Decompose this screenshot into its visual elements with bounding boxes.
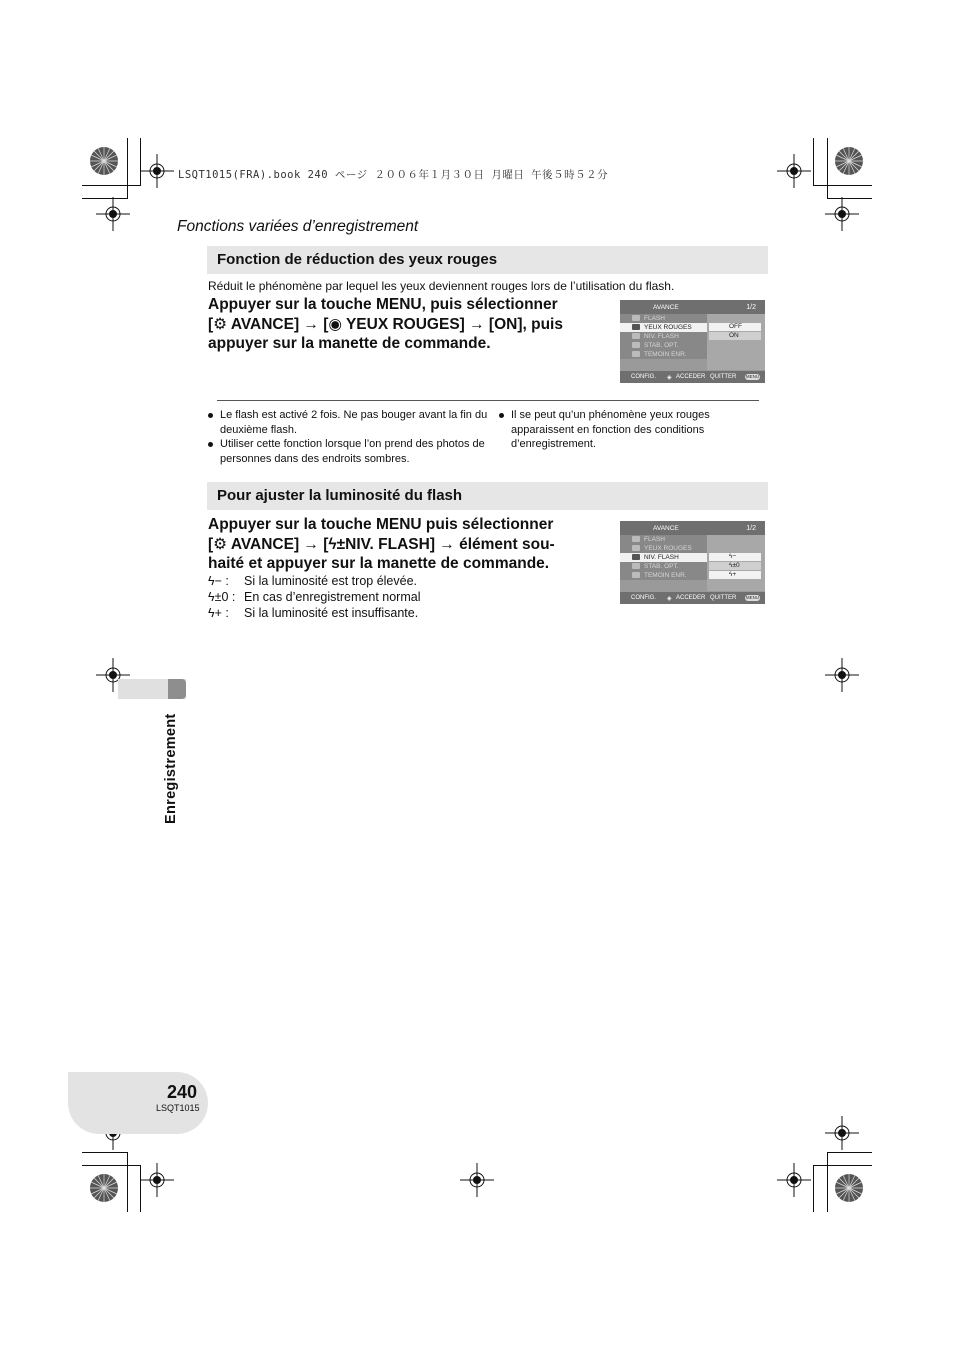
instruction-line: [⚙ AVANCE] → [◉ YEUX ROUGES] → [ON], puis <box>208 315 563 333</box>
lcd-value-minus: ϟ− <box>709 553 761 561</box>
registration-crosshair-icon <box>825 1116 859 1150</box>
divider <box>217 400 759 401</box>
lcd-footer-access: ACCEDER <box>676 374 706 380</box>
advanced-menu-icon: ⚙ <box>213 315 228 333</box>
print-info-line: LSQT1015(FRA).book 240 ページ ２００６年１月３０日 月曜日 午後５時５２分 <box>178 169 609 181</box>
registration-crosshair-icon <box>460 1163 494 1197</box>
lcd-title: AVANCE <box>653 304 679 311</box>
lcd-footer-config: CONFIG. <box>631 595 656 601</box>
lcd-menu-row: STAB. OPT. <box>620 341 707 350</box>
lcd-menu-row: FLASH <box>620 535 707 544</box>
lcd-menu-row: STAB. OPT. <box>620 562 707 571</box>
note-item: Utiliser cette fonction lorsque l’on prend des photos de personnes dans des endroits sombres. <box>208 437 490 466</box>
lcd-menu-row: TEMOIN ENR. <box>620 350 707 359</box>
registration-crosshair-icon <box>825 658 859 692</box>
section-intro: Réduit le phénomène par lequel les yeux deviennent rouges lors de l’utilisation du flash. <box>208 279 675 293</box>
lcd-menu-row: NIV. FLASH <box>620 332 707 341</box>
lcd-page: 1/2 <box>746 304 756 311</box>
registration-crosshair-icon <box>140 154 174 188</box>
instruction-line: appuyer sur la manette de commande. <box>208 335 491 352</box>
option-row: ϟ− : Si la luminosité est trop élevée. <box>208 574 418 588</box>
registration-crosshair-icon <box>777 154 811 188</box>
eye-icon <box>632 324 640 330</box>
lcd-footer-quit: QUITTER <box>710 595 737 601</box>
instruction-line: Appuyer sur la touche MENU puis sélectionner <box>208 516 554 533</box>
instruction-flash-level <box>208 515 603 574</box>
lcd-value-on: ON <box>709 332 761 340</box>
lcd-menu-row: FLASH <box>620 314 707 323</box>
note-item: Il se peut qu’un phénomène yeux rouges apparaissent en fonction des conditions d’enregistrement. <box>499 408 773 452</box>
lcd-menu-row-selected: YEUX ROUGES <box>620 323 707 332</box>
registration-sunburst-icon <box>834 1173 864 1203</box>
instruction-line: haité et appuyer sur la manette de commande. <box>208 555 550 572</box>
note-item: Le flash est activé 2 fois. Ne pas bouger avant la fin du deuxième flash. <box>208 408 490 437</box>
chapter-label: Enregistrement <box>163 713 179 824</box>
record-lamp-icon <box>632 572 640 578</box>
section-title: Fonction de réduction des yeux rouges <box>217 251 498 268</box>
section-heading-red-eye <box>207 246 768 274</box>
stabilizer-icon <box>632 563 640 569</box>
flash-icon <box>632 315 640 321</box>
eye-icon <box>632 545 640 551</box>
joystick-icon: ◈ <box>667 596 672 602</box>
flash-level-icon <box>632 333 640 339</box>
registration-sunburst-icon <box>89 1173 119 1203</box>
advanced-menu-icon: ⚙ <box>213 535 228 553</box>
lcd-footer-config: CONFIG. <box>631 374 656 380</box>
lcd-menu-row-selected: NIV. FLASH <box>620 553 707 562</box>
section-title: Pour ajuster la luminosité du flash <box>217 487 463 504</box>
lcd-title: AVANCE <box>653 525 679 532</box>
registration-crosshair-icon <box>825 197 859 231</box>
lcd-value-plus: ϟ+ <box>709 571 761 579</box>
lcd-footer-quit: QUITTER <box>710 374 737 380</box>
menu-button-icon: MENU <box>745 374 760 379</box>
flash-icon: ϟ <box>328 535 337 553</box>
instruction-line: [⚙ AVANCE] → [ϟ±NIV. FLASH] → élément sou- <box>208 535 555 553</box>
registration-crosshair-icon <box>96 197 130 231</box>
option-row: ϟ+ : Si la luminosité est insuffisante. <box>208 606 419 620</box>
lcd-value-off: OFF <box>709 323 761 331</box>
page-code: LSQT1015 <box>156 1103 200 1113</box>
eye-icon: ◉ <box>328 315 342 333</box>
running-head: Fonctions variées d’enregistrement <box>177 218 419 235</box>
menu-button-icon: MENU <box>745 595 760 600</box>
registration-sunburst-icon <box>834 146 864 176</box>
stabilizer-icon <box>632 342 640 348</box>
instruction-red-eye <box>208 295 603 354</box>
lcd-screen-flash-level <box>620 521 765 604</box>
instruction-line: Appuyer sur la touche MENU, puis sélectionner <box>208 296 558 313</box>
joystick-icon: ◈ <box>667 375 672 381</box>
flash-icon <box>632 536 640 542</box>
record-lamp-icon <box>632 351 640 357</box>
option-row: ϟ±0 : En cas d’enregistrement normal <box>208 590 421 604</box>
registration-crosshair-icon <box>140 1163 174 1197</box>
lcd-screen-red-eye <box>620 300 765 383</box>
lcd-footer-access: ACCEDER <box>676 595 706 601</box>
page-number: 240 <box>167 1082 198 1102</box>
section-heading-flash-level <box>207 482 768 510</box>
lcd-menu-row: TEMOIN ENR. <box>620 571 707 580</box>
chapter-label-wrap <box>158 706 188 826</box>
lcd-menu-row: YEUX ROUGES <box>620 544 707 553</box>
flash-level-icon <box>632 554 640 560</box>
registration-sunburst-icon <box>89 146 119 176</box>
chapter-tab-marker <box>168 679 186 699</box>
lcd-value-zero: ϟ±0 <box>709 562 761 570</box>
registration-crosshair-icon <box>777 1163 811 1197</box>
lcd-page: 1/2 <box>746 525 756 532</box>
